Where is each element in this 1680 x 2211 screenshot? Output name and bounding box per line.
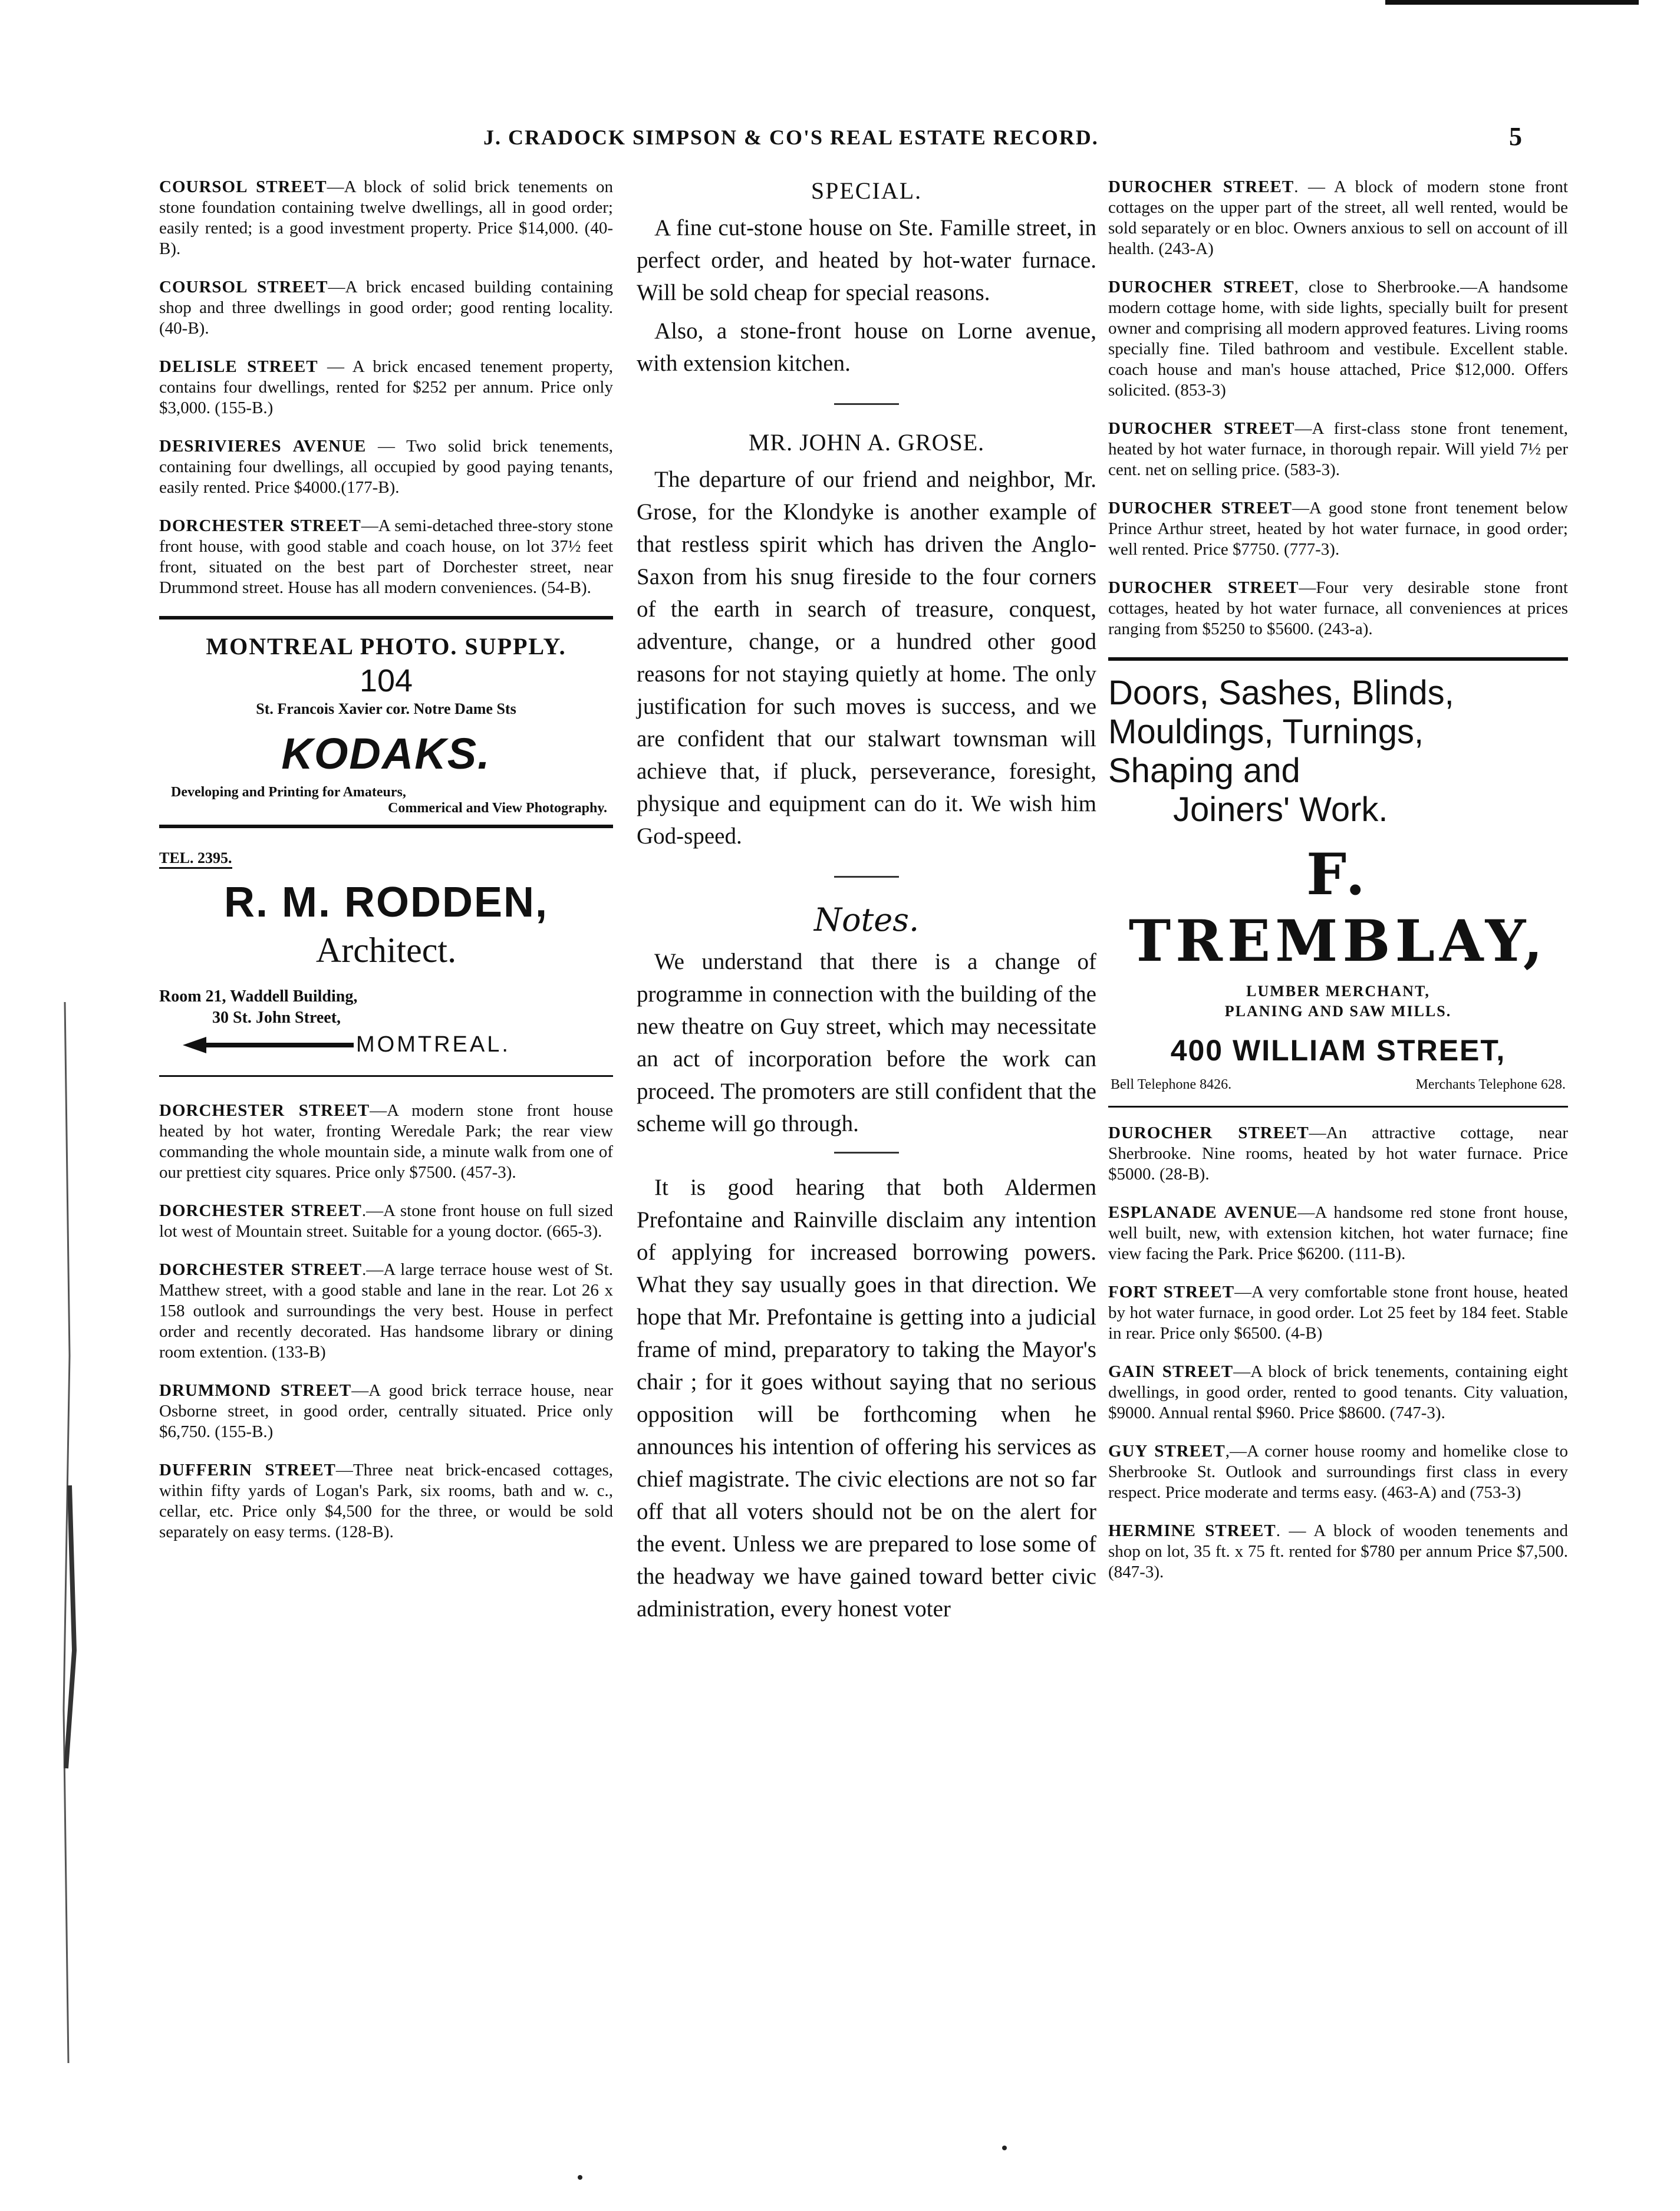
photo-ad-number: 104: [359, 663, 413, 698]
listing-street: COURSOL STREET: [159, 278, 328, 296]
tremblay-phone-bell: Bell Telephone 8426.: [1111, 1077, 1232, 1092]
grose-paragraph: The departure of our friend and neighbor, Mr. Grose, for the Klondyke is another example of that restless spirit which has driven the Anglo-Saxon from his snug fireside to the four corners of the earth in search of treasure, conquest, adventure, change, or a hundred other good reasons for not staying quietly at home. The only justification for such moves is success, and we are confident that our stalwart townsman will achieve that, if pluck, perseverance, foresight, physique and equipment can do it. We wish him God-speed.: [637, 467, 1096, 849]
tremblay-trade-1: LUMBER MERCHANT,: [1246, 983, 1430, 1000]
grose-heading: MR. JOHN A. GROSE.: [748, 429, 985, 456]
listing-group-bottom: [159, 1100, 613, 1543]
listing-item: [1108, 578, 1568, 640]
architect-ad-city-row: [159, 1032, 613, 1057]
architect-ad-tel: TEL. 2395.: [159, 849, 232, 869]
listing-item: [1108, 1441, 1568, 1503]
listing-street: DUROCHER STREET: [1108, 278, 1294, 296]
listing-item: [159, 1380, 613, 1442]
photo-supply-ad: [159, 632, 613, 816]
ink-speck: [1002, 2146, 1007, 2150]
listing-street: HERMINE STREET: [1108, 1521, 1276, 1540]
listing-text: — A brick encased tenement property, contains four dwellings, rented for $252 per annum. Price only $3,000. (155-B.): [159, 357, 613, 417]
listing-street: GAIN STREET: [1108, 1362, 1234, 1381]
listing-text: —A handsome red stone front house, well built, new, with extension kitchen, hot water furnace; fine view facing the Park. Price $6200. (111-B).: [1108, 1203, 1569, 1263]
tremblay-ad: [1108, 674, 1568, 1093]
listing-item: [159, 177, 613, 259]
photo-ad-brand: KODAKS.: [281, 729, 491, 778]
listing-item: [1108, 1362, 1568, 1424]
section-divider: [834, 403, 899, 405]
listing-street: GUY STREET: [1108, 1442, 1226, 1461]
book-binding-edge: [0, 0, 77, 2208]
listing-street: DUROCHER STREET: [1108, 499, 1292, 518]
listing-text: —A brick encased building containing shop and three dwellings in good order; good renting locality. (40-B).: [159, 278, 613, 338]
notes-paragraph: We understand that there is a change of programme in connection with the building of the new theatre on Guy street, which may necessitate an act of incorporation before the work can proceed. The promoters are still confident that the scheme will go through.: [637, 949, 1096, 1136]
listing-text: —A semi-detached three-story stone front house, with good stable and coach house, on lot 37½ feet front, situated on the best part of Dorchester street, near Drummond street. House has all modern conveniences. (54-B).: [159, 516, 613, 597]
listing-text: — Two solid brick tenements, containing four dwellings, all occupied by good paying tenants, easily rented. Price $4000.(177-B).: [159, 437, 613, 497]
grose-article: [637, 463, 1096, 852]
listing-street: DESRIVIERES AVENUE: [159, 437, 367, 456]
listing-street: DUROCHER STREET: [1108, 578, 1299, 597]
listing-text: —A modern stone front house heated by hot water, fronting Weredale Park; the rear view commanding the whole mountain side, a minute walk from one of our prettiest city squares. Price only $7500. (457-3).: [159, 1101, 613, 1182]
listing-group-top: [159, 177, 613, 598]
photo-ad-address: St. Francois Xavier cor. Notre Dame Sts: [256, 700, 516, 717]
tremblay-headline-line: Joiners' Work.: [1173, 790, 1388, 829]
section-divider: [1108, 657, 1568, 661]
listing-group-bottom: [1108, 1123, 1568, 1583]
listing-street: DORCHESTER STREET: [159, 516, 361, 535]
listing-text: —A good stone front tenement below Prince Arthur street, heated by hot water furnace, in good order; well rented. Price $7750. (777-3).: [1108, 499, 1568, 559]
listing-item: [1108, 177, 1568, 259]
listing-text: . — A block of modern stone front cottages on the upper part of the street, all well rented, would be sold separately or en bloc. Owners anxious to sell on account of ill health. (243-A): [1108, 177, 1568, 258]
page-number: 5: [1509, 122, 1522, 151]
column-right: [1108, 177, 1568, 1600]
listing-text: —A good brick terrace house, near Osborne street, in good order, centrally situated. Price only $6,750. (155-B.): [159, 1381, 613, 1441]
listing-street: FORT STREET: [1108, 1283, 1235, 1301]
pointing-hand-icon: [206, 1043, 354, 1047]
listing-item: [159, 357, 613, 419]
listing-item: [1108, 277, 1568, 401]
special-heading: SPECIAL.: [811, 177, 923, 204]
special-paragraph: Also, a stone-front house on Lorne avenue, with extension kitchen.: [637, 318, 1096, 376]
section-divider: [834, 876, 899, 878]
listing-item: [1108, 1202, 1568, 1264]
listing-text: .—A large terrace house west of St. Matthew street, with a good stable and lane in the rear. Lot 26 x 158 outlook and surroundings the very best. House in perfect order and recently decorated. Has handsome library or dining room extention. (133-B): [159, 1260, 613, 1362]
architect-ad-street: 30 St. John Street,: [212, 1009, 341, 1027]
section-divider: [159, 1075, 613, 1077]
binding-scan-artifact: [0, 0, 77, 2208]
tremblay-headline: [1108, 674, 1568, 829]
listing-street: DORCHESTER STREET: [159, 1260, 363, 1279]
section-divider: [1108, 1106, 1568, 1108]
listing-street: DUROCHER STREET: [1108, 1123, 1309, 1142]
listing-text: , close to Sherbrooke.—A handsome modern cottage home, with side lights, specially built for present owner and comprising all modern approved features. Living rooms specially fine. Tiled bathroom and vestibule. Excellent stable. coach house and man's house attached, Price $12,000. Offers solicited. (853-3): [1108, 278, 1568, 400]
listing-item: [159, 1260, 613, 1363]
listing-street: DELISLE STREET: [159, 357, 318, 376]
header-scan-rule: [1385, 0, 1639, 5]
listing-street: DUROCHER STREET: [1108, 177, 1294, 196]
section-divider: [834, 1152, 899, 1154]
listing-item: [159, 516, 613, 598]
listing-text: —An attractive cottage, near Sherbrooke. Nine rooms, heated by hot water furnace. Price $5000. (28-B).: [1108, 1123, 1568, 1184]
tremblay-phones: [1108, 1077, 1568, 1093]
tremblay-headline-line: Mouldings, Turnings,: [1108, 713, 1424, 751]
listing-item: [1108, 1521, 1568, 1583]
listing-text: —A very comfortable stone front house, heated by hot water furnace, in good order. Lot 25 feet by 184 feet. Stable in rear. Price only $6500. (4-B): [1108, 1283, 1568, 1343]
listing-text: . — A block of wooden tenements and shop on lot, 35 ft. x 75 ft. rented for $780 per annum Price $7,500.(847-3).: [1108, 1521, 1568, 1581]
photo-ad-line2: Commerical and View Photography.: [388, 800, 607, 816]
tremblay-company: F. TREMBLAY,: [1128, 841, 1548, 974]
architect-ad-room: Room 21, Waddell Building,: [159, 987, 358, 1006]
ink-speck: [578, 2175, 582, 2180]
special-paragraph: A fine cut-stone house on Ste. Famille street, in perfect order, and heated by hot-water furnace. Will be sold cheap for special reasons.: [637, 215, 1096, 305]
listing-item: [159, 1460, 613, 1543]
listing-street: ESPLANADE AVENUE: [1108, 1203, 1298, 1222]
tremblay-trade-2: PLANING AND SAW MILLS.: [1224, 1003, 1452, 1020]
section-divider: [159, 825, 613, 828]
listing-text: —Four very desirable stone front cottages, heated by hot water furnace, all conveniences at prices ranging from $5250 to $5600. (243-a).: [1108, 578, 1568, 638]
listing-item: [1108, 1123, 1568, 1185]
notes-paragraph: It is good hearing that both Aldermen Prefontaine and Rainville disclaim any intention of applying for increased borrowing powers. What they say usually goes in that direction. We hope that Mr. Prefontaine is getting into a judicial frame of mind, preparatory to taking the Mayor's chair ; for it goes without saying that no serious opposition will be forthcoming when he announces his intention of offering his services as chief magistrate. The civic elections are not so far off that all voters should not be on the alert for the event. Unless we are prepared to lose some of the headway we have gained toward better civic administration, every honest voter: [637, 1175, 1096, 1622]
column-left: [159, 177, 613, 1560]
column-middle: [637, 177, 1096, 1631]
photo-ad-name: MONTREAL PHOTO. SUPPLY.: [206, 633, 566, 660]
tremblay-address: 400 WILLIAM STREET,: [1170, 1034, 1506, 1067]
listing-item: [1108, 1282, 1568, 1344]
listing-street: DUFFERIN STREET: [159, 1461, 336, 1480]
listing-item: [1108, 498, 1568, 560]
photo-ad-line1: Developing and Printing for Amateurs,: [171, 785, 406, 800]
listing-street: COURSOL STREET: [159, 177, 327, 196]
listing-street: DORCHESTER STREET: [159, 1101, 370, 1120]
listing-text: —A block of brick tenements, containing eight dwellings, in good order, rented to good tenants. City valuation, $9000. Annual rental $960. Price $8600. (747-3).: [1108, 1362, 1568, 1422]
listing-item: [159, 436, 613, 498]
listing-item: [159, 1201, 613, 1242]
listing-text: —A first-class stone front tenement, heated by hot water furnace, in thorough repair. Will yield 7½ per cent. net on selling price. (583-3).: [1108, 419, 1568, 479]
listing-item: [1108, 419, 1568, 480]
listing-street: DUROCHER STREET: [1108, 419, 1295, 438]
section-divider: [159, 616, 613, 620]
listing-item: [159, 277, 613, 339]
listing-text: ,—A corner house roomy and homelike close to Sherbrooke St. Outlook and surroundings first class in every respect. Price moderate and terms easy. (463-A) and (753-3): [1108, 1442, 1568, 1502]
listing-text: —A block of solid brick tenements on stone foundation containing twelve dwellings, all in good order; easily rented; is a good investment property. Price $14,000. (40-B).: [159, 177, 613, 258]
notes-heading: Notes.: [813, 901, 920, 938]
architect-ad-title: Architect.: [315, 931, 457, 970]
running-title: J. CRADOCK SIMPSON & CO'S REAL ESTATE RECORD.: [483, 126, 1099, 149]
tremblay-headline-line: Shaping and: [1108, 752, 1300, 790]
architect-ad-city: MOMTREAL.: [356, 1032, 510, 1057]
tremblay-phone-merchants: Merchants Telephone 628.: [1415, 1077, 1566, 1092]
listing-street: DORCHESTER STREET: [159, 1201, 362, 1220]
architect-ad-name: R. M. RODDEN,: [223, 879, 548, 926]
listing-item: [159, 1100, 613, 1183]
notes-article: [637, 945, 1096, 1625]
listing-group-top: [1108, 177, 1568, 640]
special-article: [637, 212, 1096, 380]
tremblay-headline-line: Doors, Sashes, Blinds,: [1108, 674, 1454, 712]
page-header: [0, 122, 1680, 160]
listing-text: .—A stone front house on full sized lot west of Mountain street. Suitable for a young doctor. (665-3).: [159, 1201, 613, 1241]
listing-street: DRUMMOND STREET: [159, 1381, 352, 1400]
architect-ad: [159, 841, 613, 1057]
listing-text: —Three neat brick-encased cottages, within fifty yards of Logan's Park, six rooms, bath and w. c., cellar, etc. Price only $4,500 for the three, or would be sold separately on easy terms. (128-B).: [159, 1461, 613, 1541]
